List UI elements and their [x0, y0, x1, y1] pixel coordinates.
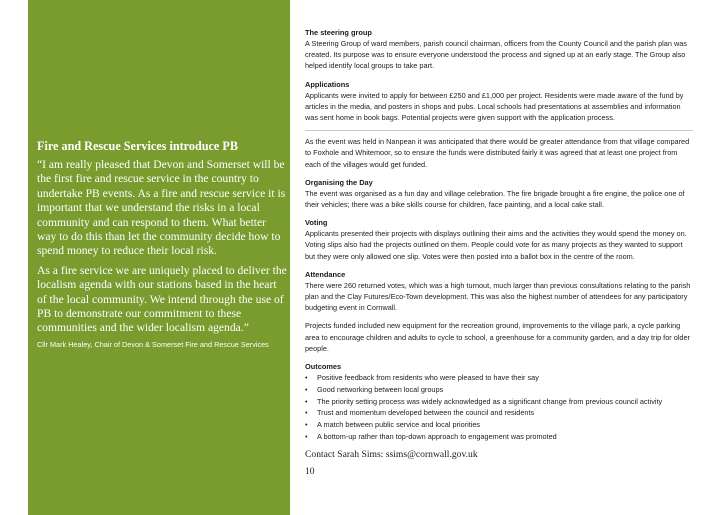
voting-text: Applicants presented their projects with displays outlining their aims and the activities they would spend the money on. Voting slips also had the projects outlined on them. People could vote for as many projects as they wanted to support but they were only allowed one slip. Votes were then posted into a ballot box in the centre of the room. — [305, 229, 687, 261]
list-item: • The priority setting process was widely acknowledged as a significant change from previous council activity — [305, 396, 663, 406]
funded-section — [305, 320, 693, 354]
steering-heading: The steering group — [305, 28, 372, 37]
quote-paragraph-2: As a fire service we are uniquely placed to deliver the localism agenda with our stations based in the heart of the local community. We intend through the use of PB to demonstrate our commitment to these communities and the wider localism agenda.” — [37, 263, 287, 335]
attendance-section — [305, 269, 693, 314]
intro-text: As the event was held in Nanpean it was anticipated that there would be greater attendance from that village compared to Foxhole and Whitemoor, so to ensure the funds were distributed fairly it was agreed that at least one project from each of the villages would get funded. — [305, 137, 690, 169]
bullet-icon: • — [305, 420, 308, 430]
bullet-icon: • — [305, 408, 308, 418]
applications-text: Applicants were invited to apply for between £250 and £1,000 per project. Residents were made aware of the fund by articles in the media, and posters in shops and pubs. Local schools had presentations at assemblies and information was sent home in book bags. Potential projects were given support with the application process. — [305, 90, 684, 123]
page-number: 10 — [305, 465, 315, 477]
outcomes-list — [305, 372, 693, 443]
green-sidebar — [28, 0, 290, 515]
contact-line: Contact Sarah Sims: ssims@cornwall.gov.uk — [305, 448, 478, 460]
list-item: • Good networking between local groups — [305, 384, 444, 394]
list-item: • A bottom-up rather than top-down approach to engagement was promoted — [305, 432, 557, 442]
applications-heading: Applications — [305, 79, 350, 89]
steering-text: A Steering Group of ward members, parish council chairman, officers from the County Council and the parish plan was created. Its purpose was to ensure everyone understood the process and signed up at an early stage. The Group also helped identify local groups to take part. — [305, 39, 687, 71]
bullet-icon: • — [305, 396, 308, 406]
outcomes-heading: Outcomes — [305, 362, 342, 372]
bullet-icon: • — [305, 373, 308, 383]
applications-section — [305, 79, 693, 124]
list-item: • Trust and momentum developed between the council and residents — [305, 408, 535, 418]
organising-heading: Organising the Day — [305, 177, 373, 187]
intro-section — [305, 136, 693, 170]
main-column — [305, 27, 693, 478]
list-item: • Positive feedback from residents who were pleased to have their say — [305, 373, 539, 383]
attendance-heading: Attendance — [305, 269, 346, 279]
quote-paragraph-1: “I am really pleased that Devon and Somerset will be the first fire and rescue service in the country to undertake PB events. As a fire and rescue service it is important that we understand the risks in a local community and can respond to them. What better way to do this than let the community decide how to spend money to reduce their local risk. — [37, 158, 286, 258]
sidebar-title: Fire and Rescue Services introduce PB — [37, 139, 238, 153]
voting-heading: Voting — [305, 218, 328, 228]
organising-text: The event was organised as a fun day and village celebration. The fire brigade brought a fire engine, the police one of their vehicles; there was a bike skills course for children, face painting, and a local cake stall. — [305, 188, 685, 210]
organising-section — [305, 177, 693, 210]
bullet-icon: • — [305, 384, 308, 394]
voting-section — [305, 217, 693, 262]
steering-section — [305, 27, 693, 72]
list-item: • A match between public service and local priorities — [305, 420, 481, 430]
divider — [305, 130, 693, 131]
funded-text: Projects funded included new equipment for the recreation ground, improvements to the village park, a cycle parking area to encourage children and adults to cycle to school, a greenhouse for a community garden, and a day trip for older people. — [305, 321, 690, 353]
bullet-icon: • — [305, 432, 308, 442]
quote-attribution: Cllr Mark Healey, Chair of Devon & Somerset Fire and Rescue Services — [37, 340, 269, 349]
attendance-text: There were 260 returned votes, which was a high turnout, much larger than previous consultations relating to the parish plan and the Clay Futures/Eco-Town development. This was also the highest number of attendees for any participatory budgeting event in Cornwall. — [305, 280, 691, 313]
outcomes-section — [305, 361, 693, 443]
sidebar-quote — [37, 158, 287, 341]
